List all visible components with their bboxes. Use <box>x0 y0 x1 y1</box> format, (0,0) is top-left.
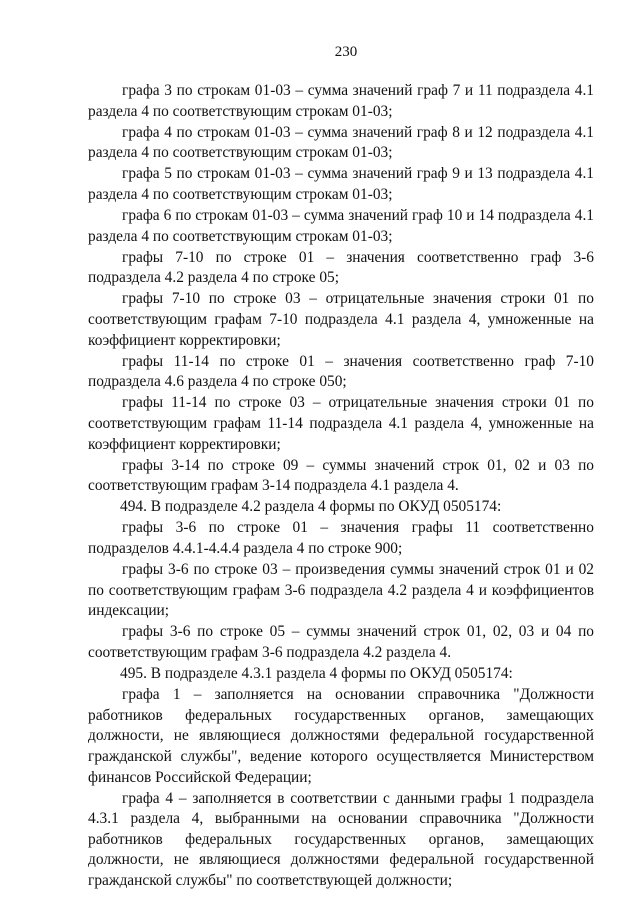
paragraph-grafy-3-6-row-05: графы 3-6 по строке 05 – суммы значений строк 01, 02, 03 и 04 по соответствующим графам 3-6 подраздела 4.2 раздела 4. <box>88 623 594 662</box>
paragraph-grafy-7-10-row-01: графы 7-10 по строке 01 – значения соответственно граф 3-6 подраздела 4.2 раздела 4 по строке 05; <box>88 248 594 287</box>
paragraph-grafy-3-6-row-03: графы 3-6 по строке 03 – произведения суммы значений строк 01 и 02 по соответствующим графам 3-6 подраздела 4.2 раздела 4 и коэффициентов индексации; <box>88 561 594 620</box>
paragraph-grafa-4: графа 4 по строкам 01-03 – сумма значений граф 8 и 12 подраздела 4.1 раздела 4 по соответствующим строкам 01-03; <box>88 123 594 162</box>
paragraph-grafy-3-14-row-09: графы 3-14 по строке 09 – суммы значений строк 01, 02 и 03 по соответствующим графам 3-14 подраздела 4.1 раздела 4. <box>88 456 594 495</box>
paragraph-grafy-7-10-row-03: графы 7-10 по строке 03 – отрицательные значения строки 01 по соответствующим графам 7-10 подраздела 4.1 раздела 4, умноженные на коэффициент корректировки; <box>88 290 594 349</box>
paragraph-grafa-5: графа 5 по строкам 01-03 – сумма значений граф 9 и 13 подраздела 4.1 раздела 4 по соответствующим строкам 01-03; <box>88 165 594 203</box>
paragraph-grafa-4-positions: графа 4 – заполняется в соответствии с данными графы 1 подраздела 4.3.1 раздела 4, выбранными на основании справочника "Должности работников федеральных государственных органов, замещающих должности, не являющиеся должностями федеральной государственной гражданской службы" по соответствующей должности; <box>88 789 594 890</box>
paragraph-grafy-11-14-row-03: графы 11-14 по строке 03 – отрицательные значения строки 01 по соответствующим графам 11-14 подраздела 4.1 раздела 4, умноженные на коэффициент корректировки; <box>88 394 594 453</box>
paragraph-grafy-11-14-row-01: графы 11-14 по строке 01 – значения соответственно граф 7-10 подраздела 4.6 раздела 4 по строке 050; <box>88 352 594 391</box>
clause-494-heading: 494. В подразделе 4.2 раздела 4 формы по ОКУД 0505174: <box>120 498 502 516</box>
clause-495-heading: 495. В подразделе 4.3.1 раздела 4 формы по ОКУД 0505174: <box>120 665 513 683</box>
paragraph-grafa-6: графа 6 по строкам 01-03 – сумма значений граф 10 и 14 подраздела 4.1 раздела 4 по соответствующим строкам 01-03; <box>88 207 594 245</box>
paragraph-grafa-1: графа 1 – заполняется на основании справочника "Должности работников федеральных государственных органов, замещающих должности, не являющиеся должностями федеральной государственной гражданской службы", ведение которого осуществляется Министерством финансов Российской Федерации; <box>88 686 594 786</box>
page-number: 230 <box>334 44 358 60</box>
paragraph-grafa-3: графа 3 по строкам 01-03 – сумма значений граф 7 и 11 подраздела 4.1 раздела 4 по соответствующим строкам 01-03; <box>88 82 594 120</box>
paragraph-grafy-3-6-row-01: графы 3-6 по строке 01 – значения графы 11 соответственно подразделов 4.4.1-4.4.4 раздела 4 по строке 900; <box>88 519 594 558</box>
